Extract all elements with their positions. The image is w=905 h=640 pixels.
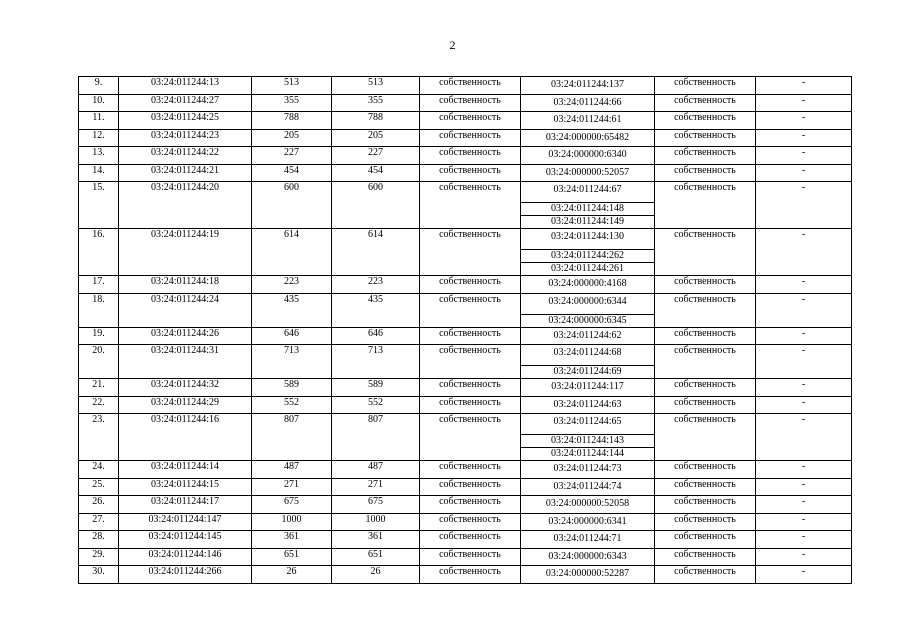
linked-object: 03:24:011244:130	[551, 231, 624, 242]
linked-right-type-cell: собственность	[655, 164, 756, 182]
linked-object: 03:24:011244:117	[551, 381, 624, 392]
linked-object: 03:24:000000:6341	[548, 515, 627, 527]
cadastral-number-cell: 03:24:011244:19	[119, 229, 252, 276]
cadastral-number-cell: 03:24:011244:23	[119, 129, 252, 147]
linked-object: 03:24:011244:73	[553, 463, 622, 474]
linked-object: 03:24:011244:62	[553, 329, 622, 341]
area-registered-cell: 355	[332, 94, 420, 112]
linked-object: 03:24:011244:148	[521, 202, 654, 215]
area-registered-cell: 713	[332, 345, 420, 379]
linked-right-type-cell: собственность	[655, 461, 756, 479]
note-cell: -	[756, 327, 852, 345]
right-type-cell: собственность	[420, 548, 521, 566]
area-registered-cell: 646	[332, 327, 420, 345]
note-cell: -	[756, 94, 852, 112]
table-row	[79, 461, 852, 479]
area-registered-cell: 614	[332, 229, 420, 276]
cadastral-number-cell: 03:24:011244:20	[119, 182, 252, 229]
note-cell: -	[756, 182, 852, 229]
right-type-cell: собственность	[420, 112, 521, 130]
linked-objects-cell	[521, 379, 655, 397]
cadastral-number-cell: 03:24:011244:31	[119, 345, 252, 379]
row-number-cell: 27.	[79, 513, 119, 531]
cadastral-number-cell: 03:24:011244:18	[119, 276, 252, 294]
area-cell: 552	[252, 396, 332, 414]
linked-right-type-cell: собственность	[655, 112, 756, 130]
area-registered-cell: 26	[332, 566, 420, 584]
area-cell: 589	[252, 379, 332, 397]
area-registered-cell: 271	[332, 478, 420, 496]
cadastral-number-cell: 03:24:011244:146	[119, 548, 252, 566]
table-row	[79, 396, 852, 414]
area-registered-cell: 788	[332, 112, 420, 130]
linked-right-type-cell: собственность	[655, 276, 756, 294]
right-type-cell: собственность	[420, 182, 521, 229]
linked-right-type-cell: собственность	[655, 147, 756, 165]
note-cell: -	[756, 548, 852, 566]
linked-object: 03:24:011244:69	[521, 365, 654, 378]
note-cell: -	[756, 396, 852, 414]
right-type-cell: собственность	[420, 513, 521, 531]
area-cell: 713	[252, 345, 332, 379]
cadastral-number-cell: 03:24:011244:21	[119, 164, 252, 182]
area-cell: 600	[252, 182, 332, 229]
table-row	[79, 77, 852, 95]
note-cell: -	[756, 513, 852, 531]
note-cell: -	[756, 129, 852, 147]
table-row	[79, 327, 852, 345]
linked-objects-cell	[521, 513, 655, 531]
linked-object: 03:24:011244:261	[521, 262, 654, 275]
row-number-cell: 29.	[79, 548, 119, 566]
right-type-cell: собственность	[420, 345, 521, 379]
area-registered-cell: 600	[332, 182, 420, 229]
right-type-cell: собственность	[420, 461, 521, 479]
table-row	[79, 112, 852, 130]
row-number-cell: 9.	[79, 77, 119, 95]
linked-objects-cell	[521, 293, 655, 327]
right-type-cell: собственность	[420, 129, 521, 147]
area-cell: 646	[252, 327, 332, 345]
cadastral-number-cell: 03:24:011244:29	[119, 396, 252, 414]
right-type-cell: собственность	[420, 327, 521, 345]
linked-right-type-cell: собственность	[655, 496, 756, 514]
table-row	[79, 548, 852, 566]
area-registered-cell: 651	[332, 548, 420, 566]
table-row	[79, 414, 852, 461]
linked-right-type-cell: собственность	[655, 229, 756, 276]
table-row	[79, 94, 852, 112]
cadastral-number-cell: 03:24:011244:14	[119, 461, 252, 479]
linked-objects-cell	[521, 276, 655, 294]
note-cell: -	[756, 229, 852, 276]
right-type-cell: собственность	[420, 566, 521, 584]
linked-right-type-cell: собственность	[655, 531, 756, 549]
area-cell: 355	[252, 94, 332, 112]
linked-objects-cell	[521, 414, 655, 461]
right-type-cell: собственность	[420, 276, 521, 294]
note-cell: -	[756, 496, 852, 514]
linked-object: 03:24:000000:6345	[521, 314, 654, 327]
area-registered-cell: 675	[332, 496, 420, 514]
table-row	[79, 129, 852, 147]
right-type-cell: собственность	[420, 164, 521, 182]
area-registered-cell: 227	[332, 147, 420, 165]
table-row	[79, 513, 852, 531]
row-number-cell: 19.	[79, 327, 119, 345]
cadastral-number-cell: 03:24:011244:17	[119, 496, 252, 514]
area-registered-cell: 361	[332, 531, 420, 549]
linked-objects-cell	[521, 182, 655, 229]
note-cell: -	[756, 531, 852, 549]
cadastral-number-cell: 03:24:011244:27	[119, 94, 252, 112]
table-row	[79, 164, 852, 182]
cadastral-number-cell: 03:24:011244:15	[119, 478, 252, 496]
linked-object: 03:24:000000:52287	[545, 568, 630, 579]
area-registered-cell: 552	[332, 396, 420, 414]
note-cell: -	[756, 276, 852, 294]
row-number-cell: 16.	[79, 229, 119, 276]
linked-right-type-cell: собственность	[655, 293, 756, 327]
row-number-cell: 20.	[79, 345, 119, 379]
linked-objects-cell	[521, 396, 655, 414]
note-cell: -	[756, 379, 852, 397]
linked-objects-cell	[521, 112, 655, 130]
area-cell: 435	[252, 293, 332, 327]
linked-object: 03:24:000000:6344	[548, 295, 627, 307]
area-cell: 271	[252, 478, 332, 496]
right-type-cell: собственность	[420, 396, 521, 414]
area-registered-cell: 435	[332, 293, 420, 327]
linked-object: 03:24:000000:4168	[548, 278, 627, 289]
linked-object: 03:24:011244:149	[521, 215, 654, 228]
right-type-cell: собственность	[420, 147, 521, 165]
linked-objects-cell	[521, 345, 655, 379]
cadastral-number-cell: 03:24:011244:24	[119, 293, 252, 327]
row-number-cell: 10.	[79, 94, 119, 112]
cadastral-number-cell: 03:24:011244:26	[119, 327, 252, 345]
table-row	[79, 229, 852, 276]
linked-objects-cell	[521, 496, 655, 514]
area-cell: 361	[252, 531, 332, 549]
cadastral-number-cell: 03:24:011244:16	[119, 414, 252, 461]
area-cell: 26	[252, 566, 332, 584]
row-number-cell: 21.	[79, 379, 119, 397]
table-row	[79, 345, 852, 379]
row-number-cell: 23.	[79, 414, 119, 461]
linked-object: 03:24:011244:66	[553, 96, 622, 108]
note-cell: -	[756, 478, 852, 496]
linked-object: 03:24:000000:52057	[545, 166, 630, 178]
linked-object: 03:24:000000:52058	[545, 498, 630, 509]
area-registered-cell: 205	[332, 129, 420, 147]
row-number-cell: 24.	[79, 461, 119, 479]
row-number-cell: 12.	[79, 129, 119, 147]
linked-right-type-cell: собственность	[655, 548, 756, 566]
linked-object: 03:24:011244:143	[521, 434, 654, 447]
cadastral-number-cell: 03:24:011244:147	[119, 513, 252, 531]
linked-objects-cell	[521, 164, 655, 182]
area-cell: 651	[252, 548, 332, 566]
area-registered-cell: 487	[332, 461, 420, 479]
area-registered-cell: 807	[332, 414, 420, 461]
table-row	[79, 379, 852, 397]
table-row	[79, 566, 852, 584]
note-cell: -	[756, 147, 852, 165]
right-type-cell: собственность	[420, 496, 521, 514]
linked-objects-cell	[521, 229, 655, 276]
linked-right-type-cell: собственность	[655, 129, 756, 147]
table-body	[79, 77, 852, 584]
linked-object: 03:24:011244:262	[521, 249, 654, 262]
linked-objects-cell	[521, 478, 655, 496]
area-cell: 454	[252, 164, 332, 182]
note-cell: -	[756, 164, 852, 182]
cadastral-number-cell: 03:24:011244:22	[119, 147, 252, 165]
linked-objects-cell	[521, 566, 655, 584]
area-cell: 675	[252, 496, 332, 514]
linked-objects-cell	[521, 327, 655, 345]
area-cell: 1000	[252, 513, 332, 531]
right-type-cell: собственность	[420, 478, 521, 496]
area-cell: 788	[252, 112, 332, 130]
cadastral-number-cell: 03:24:011244:25	[119, 112, 252, 130]
area-registered-cell: 513	[332, 77, 420, 95]
linked-object: 03:24:011244:71	[553, 533, 622, 544]
linked-object: 03:24:011244:67	[553, 184, 622, 195]
linked-object: 03:24:011244:137	[551, 79, 624, 90]
note-cell: -	[756, 566, 852, 584]
right-type-cell: собственность	[420, 379, 521, 397]
row-number-cell: 25.	[79, 478, 119, 496]
area-cell: 614	[252, 229, 332, 276]
land-registry-table	[78, 76, 852, 584]
linked-objects-cell	[521, 461, 655, 479]
linked-object: 03:24:000000:6340	[548, 149, 627, 160]
table-row	[79, 147, 852, 165]
area-cell: 227	[252, 147, 332, 165]
linked-right-type-cell: собственность	[655, 77, 756, 95]
row-number-cell: 18.	[79, 293, 119, 327]
row-number-cell: 30.	[79, 566, 119, 584]
right-type-cell: собственность	[420, 77, 521, 95]
right-type-cell: собственность	[420, 229, 521, 276]
linked-objects-cell	[521, 531, 655, 549]
area-registered-cell: 454	[332, 164, 420, 182]
right-type-cell: собственность	[420, 531, 521, 549]
row-number-cell: 17.	[79, 276, 119, 294]
area-registered-cell: 223	[332, 276, 420, 294]
cadastral-number-cell: 03:24:011244:13	[119, 77, 252, 95]
row-number-cell: 26.	[79, 496, 119, 514]
linked-objects-cell	[521, 147, 655, 165]
area-cell: 513	[252, 77, 332, 95]
row-number-cell: 11.	[79, 112, 119, 130]
linked-right-type-cell: собственность	[655, 396, 756, 414]
linked-right-type-cell: собственность	[655, 327, 756, 345]
table-row	[79, 478, 852, 496]
cadastral-number-cell: 03:24:011244:266	[119, 566, 252, 584]
row-number-cell: 13.	[79, 147, 119, 165]
linked-right-type-cell: собственность	[655, 513, 756, 531]
linked-objects-cell	[521, 548, 655, 566]
row-number-cell: 28.	[79, 531, 119, 549]
linked-right-type-cell: собственность	[655, 414, 756, 461]
table-row	[79, 182, 852, 229]
linked-object: 03:24:011244:68	[553, 347, 622, 358]
table-row	[79, 531, 852, 549]
linked-right-type-cell: собственность	[655, 345, 756, 379]
note-cell: -	[756, 414, 852, 461]
page-number: 2	[449, 38, 456, 52]
linked-object: 03:24:011244:65	[553, 416, 622, 427]
area-cell: 807	[252, 414, 332, 461]
table-row	[79, 276, 852, 294]
linked-object: 03:24:011244:61	[553, 114, 622, 125]
linked-object: 03:24:011244:74	[553, 480, 622, 492]
right-type-cell: собственность	[420, 293, 521, 327]
linked-object: 03:24:011244:63	[553, 398, 622, 410]
linked-objects-cell	[521, 77, 655, 95]
linked-object: 03:24:000000:6343	[548, 550, 627, 562]
linked-right-type-cell: собственность	[655, 566, 756, 584]
linked-right-type-cell: собственность	[655, 94, 756, 112]
linked-objects-cell	[521, 94, 655, 112]
linked-right-type-cell: собственность	[655, 379, 756, 397]
area-registered-cell: 589	[332, 379, 420, 397]
cadastral-number-cell: 03:24:011244:32	[119, 379, 252, 397]
linked-right-type-cell: собственность	[655, 182, 756, 229]
linked-right-type-cell: собственность	[655, 478, 756, 496]
area-cell: 487	[252, 461, 332, 479]
area-registered-cell: 1000	[332, 513, 420, 531]
note-cell: -	[756, 293, 852, 327]
row-number-cell: 22.	[79, 396, 119, 414]
table-row	[79, 496, 852, 514]
linked-object: 03:24:011244:144	[521, 447, 654, 460]
linked-objects-cell	[521, 129, 655, 147]
area-cell: 223	[252, 276, 332, 294]
area-cell: 205	[252, 129, 332, 147]
linked-object: 03:24:000000:65482	[545, 131, 630, 143]
note-cell: -	[756, 345, 852, 379]
cadastral-number-cell: 03:24:011244:145	[119, 531, 252, 549]
note-cell: -	[756, 461, 852, 479]
right-type-cell: собственность	[420, 414, 521, 461]
row-number-cell: 14.	[79, 164, 119, 182]
note-cell: -	[756, 77, 852, 95]
right-type-cell: собственность	[420, 94, 521, 112]
row-number-cell: 15.	[79, 182, 119, 229]
table-row	[79, 293, 852, 327]
note-cell: -	[756, 112, 852, 130]
